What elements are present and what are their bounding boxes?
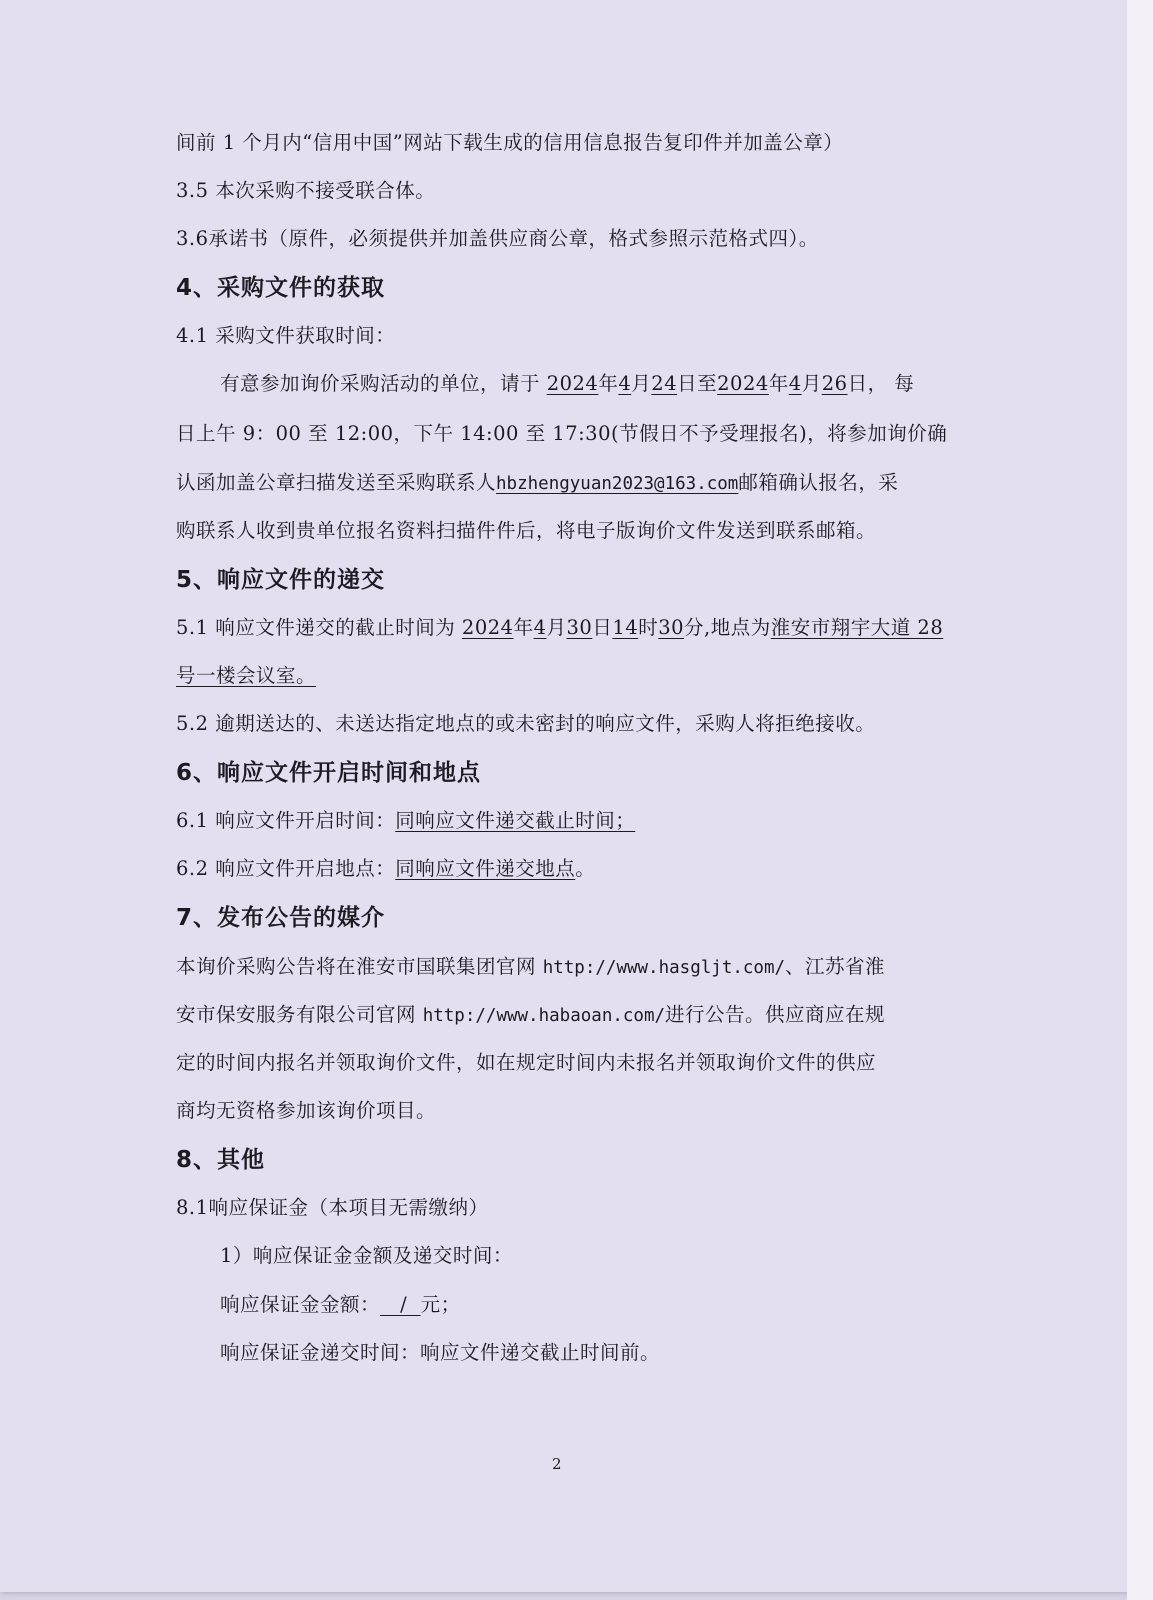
section-heading-7: 7、发布公告的媒介 (176, 905, 386, 931)
date-value: 2024 (461, 616, 514, 639)
text-span: 安市保安服务有限公司官网 (176, 1003, 423, 1026)
text-line (176, 999, 885, 1027)
page-number: 2 (552, 1455, 562, 1473)
date-value: 26 (821, 372, 848, 395)
text-span: 年 (598, 372, 619, 395)
text-span: 月 (546, 616, 567, 639)
date-value: 4 (788, 372, 802, 395)
date-value: 4 (533, 616, 547, 639)
text-line: 4.1 采购文件获取时间： (176, 324, 396, 347)
text-span: 6.1 响应文件开启时间： (176, 809, 396, 832)
date-value: 4 (618, 372, 632, 395)
text-span: 邮箱确认报名，采 (738, 471, 899, 494)
text-span: 6.2 响应文件开启地点： (176, 857, 396, 880)
section-heading-6: 6、响应文件开启时间和地点 (176, 760, 482, 786)
deposit-amount-value: / (380, 1293, 421, 1316)
text-span: 月 (801, 372, 822, 395)
text-line (176, 853, 595, 881)
text-line: 1）响应保证金金额及递交时间： (220, 1244, 513, 1267)
text-line: 购联系人收到贵单位报名资料扫描件件后，将电子版询价文件发送到联系邮箱。 (176, 519, 877, 542)
text-line: 商均无资格参加该询价项目。 (176, 1099, 437, 1122)
time-value: 30 (658, 616, 685, 639)
date-value: 2024 (546, 372, 599, 395)
text-span: 日， 每 (847, 372, 915, 395)
text-span: 年 (513, 616, 534, 639)
date-value: 24 (651, 372, 678, 395)
text-line (176, 612, 943, 640)
text-line: 日上午 9：00 至 12:00，下午 14:00 至 17:30(节假日不予受理报名)，将参加询价确 (176, 422, 948, 445)
text-span: 。 (575, 857, 596, 880)
text-span: 元； (420, 1293, 461, 1316)
text-span: 月 (631, 372, 652, 395)
text-span: 时 (638, 616, 659, 639)
text-span: 进行公告。供应商应在规 (665, 1003, 886, 1026)
time-value: 14 (612, 616, 639, 639)
section-heading-5: 5、响应文件的递交 (176, 567, 386, 593)
contact-email: hbzhengyuan2023@163.com (496, 474, 739, 494)
text-line: 间前 1 个月内“信用中国”网站下载生成的信用信息报告复印件并加盖公章） (176, 131, 844, 154)
text-span: 日至 (677, 372, 718, 395)
website-url: http://www.hasgljt.com/ (542, 958, 786, 978)
date-value: 30 (566, 616, 593, 639)
open-place-value: 同响应文件递交地点 (395, 857, 576, 880)
text-span: 日 (592, 616, 613, 639)
website-url: http://www.habaoan.com/ (422, 1006, 666, 1026)
text-line (176, 805, 635, 833)
text-line (176, 660, 316, 688)
text-span: 、江苏省淮 (785, 955, 886, 978)
text-span: 有意参加询价采购活动的单位，请于 (220, 372, 547, 395)
text-span: 5.1 响应文件递交的截止时间为 (176, 616, 462, 639)
text-line (220, 1289, 461, 1317)
open-time-value: 同响应文件递交截止时间； (395, 809, 636, 832)
text-span: 年 (768, 372, 789, 395)
text-line (176, 951, 885, 979)
text-span: 认函加盖公章扫描发送至采购联系人 (176, 471, 497, 494)
section-heading-8: 8、其他 (176, 1147, 266, 1173)
text-line (220, 368, 914, 396)
section-heading-4: 4、采购文件的获取 (176, 275, 386, 301)
text-line: 8.1响应保证金（本项目无需缴纳） (176, 1196, 489, 1219)
location-value: 号一楼会议室。 (176, 664, 317, 687)
text-line (176, 467, 898, 495)
text-span: 分,地点为 (684, 616, 771, 639)
location-value: 淮安市翔宇大道 28 (770, 616, 944, 639)
text-line: 5.2 逾期送达的、未送达指定地点的或未密封的响应文件，采购人将拒绝接收。 (176, 712, 876, 735)
date-value: 2024 (717, 372, 769, 395)
text-line: 定的时间内报名并领取询价文件，如在规定时间内未报名并领取询价文件的供应 (176, 1051, 877, 1074)
text-line: 响应保证金递交时间：响应文件递交截止时间前。 (220, 1341, 661, 1364)
text-line: 3.6承诺书（原件，必须提供并加盖供应商公章，格式参照示范格式四）。 (176, 227, 819, 250)
text-line: 3.5 本次采购不接受联合体。 (176, 179, 436, 202)
scan-edge (1127, 0, 1153, 1600)
text-span: 本询价采购公告将在淮安市国联集团官网 (176, 955, 543, 978)
text-span: 响应保证金金额： (220, 1293, 381, 1316)
